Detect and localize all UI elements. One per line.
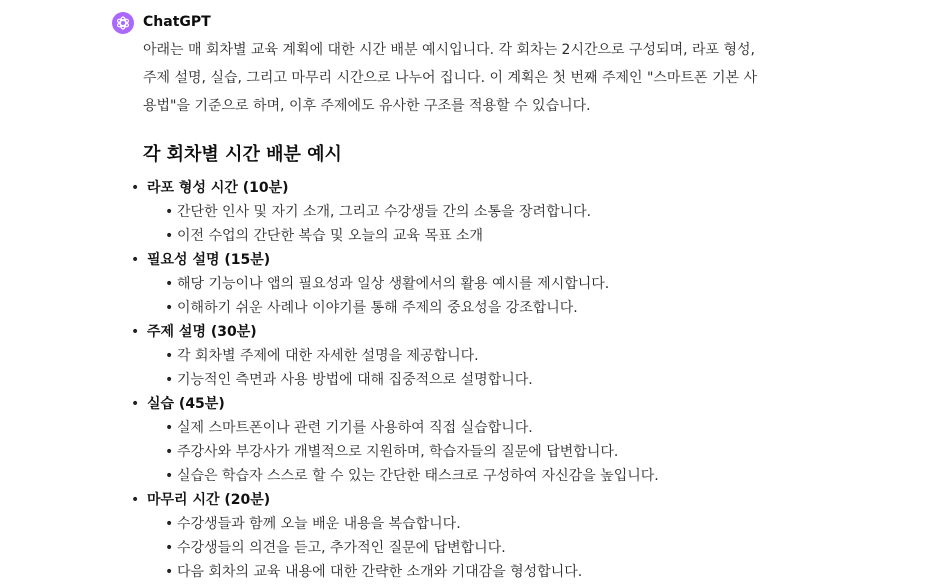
bullet: • — [131, 324, 140, 340]
schedule-item — [131, 320, 783, 392]
section-heading: 각 회차별 시간 배분 예시 — [143, 144, 342, 165]
sub-item: • 기능적인 측면과 사용 방법에 대해 집중적으로 설명합니다. — [165, 372, 533, 388]
schedule-sub-list — [147, 416, 783, 488]
sub-item: • 이해하기 쉬운 사례나 이야기를 통해 주제의 중요성을 강조합니다. — [165, 300, 578, 316]
schedule-sub-list — [147, 272, 783, 320]
message-author: ChatGPT — [143, 14, 211, 30]
message-content — [131, 36, 783, 584]
sub-item: • 수강생들과 함께 오늘 배운 내용을 복습합니다. — [165, 516, 461, 532]
sub-item: • 간단한 인사 및 자기 소개, 그리고 수강생들 간의 소통을 장려합니다. — [165, 204, 592, 220]
sub-item: • 수강생들의 의견을 듣고, 추가적인 질문에 답변합니다. — [165, 540, 506, 556]
schedule-item — [131, 176, 783, 248]
schedule-item-label: 실습 (45분) — [147, 396, 225, 412]
bullet: • — [131, 252, 140, 268]
schedule-item-label: 필요성 설명 (15분) — [147, 252, 271, 268]
schedule-sub-list — [147, 200, 783, 248]
schedule-sub-list — [147, 344, 783, 392]
openai-logo-icon — [115, 15, 131, 31]
sub-item: • 해당 기능이나 앱의 필요성과 일상 생활에서의 활용 예시를 제시합니다. — [165, 276, 610, 292]
schedule-list — [131, 176, 783, 584]
sub-item: • 실제 스마트폰이나 관련 기기를 사용하여 직접 실습합니다. — [165, 420, 533, 436]
chatgpt-avatar — [112, 12, 134, 34]
bullet: • — [131, 396, 140, 412]
sub-item: • 실습은 학습자 스스로 할 수 있는 간단한 태스크로 구성하여 자신감을 높입니다. — [165, 468, 659, 484]
intro-paragraph — [143, 36, 783, 120]
schedule-item — [131, 488, 783, 584]
sub-item: • 이전 수업의 간단한 복습 및 오늘의 교육 목표 소개 — [165, 228, 484, 244]
schedule-item — [131, 392, 783, 488]
schedule-item-label: 주제 설명 (30분) — [147, 324, 257, 340]
sub-item: • 각 회차별 주제에 대한 자세한 설명을 제공합니다. — [165, 348, 479, 364]
schedule-sub-list — [147, 512, 783, 584]
intro-line: 아래는 매 회차별 교육 계획에 대한 시간 배분 예시입니다. 각 회차는 2시간으로 구성되며, 라포 형성, — [143, 42, 755, 58]
schedule-item — [131, 248, 783, 320]
bullet: • — [131, 180, 140, 196]
schedule-item-label: 라포 형성 시간 (10분) — [147, 180, 289, 196]
intro-line: 주제 설명, 실습, 그리고 마무리 시간으로 나누어 집니다. 이 계획은 첫 번째 주제인 "스마트폰 기본 사 — [143, 70, 757, 86]
intro-line: 용법"을 기준으로 하며, 이후 주제에도 유사한 구조를 적용할 수 있습니다. — [143, 98, 591, 114]
sub-item: • 주강사와 부강사가 개별적으로 지원하며, 학습자들의 질문에 답변합니다. — [165, 444, 619, 460]
sub-item: • 다음 회차의 교육 내용에 대한 간략한 소개와 기대감을 형성합니다. — [165, 564, 583, 580]
bullet: • — [131, 492, 140, 508]
schedule-item-label: 마무리 시간 (20분) — [147, 492, 271, 508]
